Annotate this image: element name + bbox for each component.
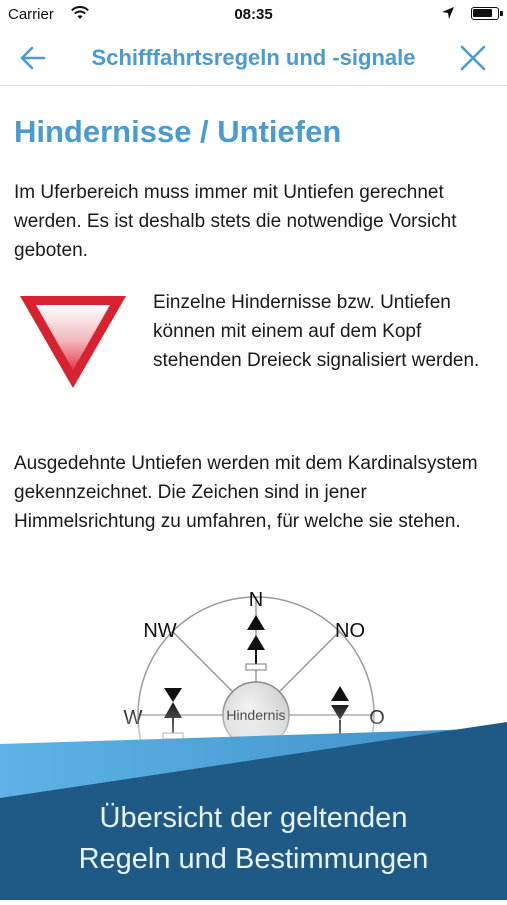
north-marker (246, 615, 266, 670)
banner-text[interactable] (0, 798, 507, 880)
back-arrow-icon[interactable] (18, 44, 48, 72)
clock: 08:35 (234, 6, 273, 23)
triangle-description: Einzelne Hindernisse bzw. Untiefen können mit einem auf dem Kopf stehenden Dreieck signalisiert werden. (153, 292, 480, 371)
status-bar (0, 0, 507, 30)
label-nw: NW (143, 620, 177, 642)
label-no: NO (335, 620, 365, 642)
label-n: N (248, 589, 264, 611)
warning-triangle-icon (18, 294, 128, 390)
location-arrow-icon (441, 6, 455, 24)
intro-paragraph: Im Uferbereich muss immer mit Untiefen gerechnet werden. Es ist deshalb stets die notwendige Vorsicht geboten. (14, 182, 457, 261)
nav-title: Schifffahrtsregeln und -signale (91, 45, 416, 70)
close-icon[interactable] (459, 44, 487, 72)
banner-line-1: Übersicht der geltenden (99, 802, 408, 834)
navigation-bar (0, 30, 507, 86)
battery-icon (471, 7, 499, 20)
carrier-label: Carrier (8, 6, 54, 23)
banner-line-2: Regeln und Bestimmungen (78, 843, 429, 875)
cardinal-paragraph: Ausgedehnte Untiefen werden mit dem Kardinalsystem gekennzeichnet. Die Zeichen sind in jener Himmelsrichtung zu umfahren, für welche sie stehen. (14, 453, 478, 532)
page-title: Hindernisse / Untiefen (14, 114, 342, 149)
